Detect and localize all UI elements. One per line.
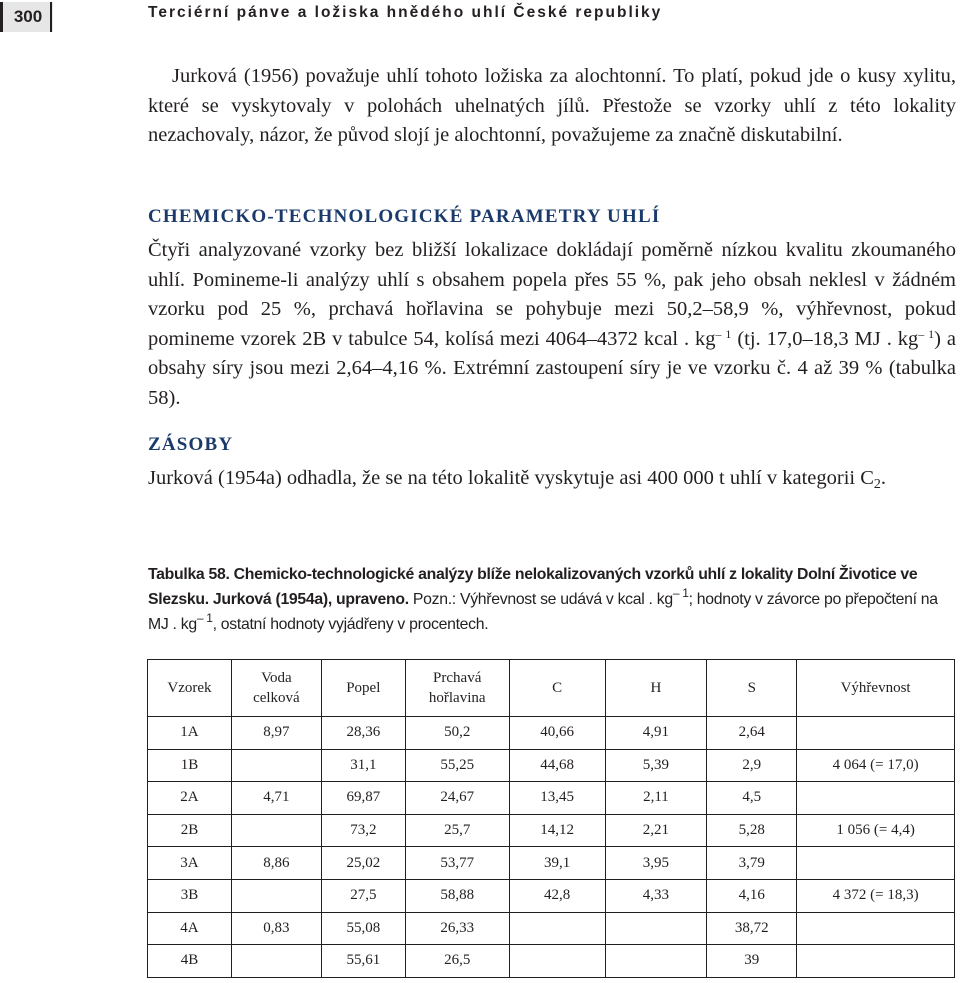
table-cell: 4,91 xyxy=(605,717,707,750)
table-cell: 4A xyxy=(148,912,232,945)
running-title: Terciérní pánve a ložiska hnědého uhlí České republiky xyxy=(148,4,663,21)
table-cell xyxy=(231,945,321,978)
table-cell xyxy=(231,749,321,782)
table-row xyxy=(148,717,955,750)
table-cell: 2,21 xyxy=(605,814,707,847)
table-cell: 31,1 xyxy=(321,749,405,782)
table-cell xyxy=(797,847,955,880)
column-header: S xyxy=(707,660,797,717)
table-cell: 5,28 xyxy=(707,814,797,847)
column-header: Vzorek xyxy=(148,660,232,717)
chem-superscript-1: – 1 xyxy=(715,326,732,341)
table-cell: 73,2 xyxy=(321,814,405,847)
caption-note-part-1: Pozn.: Výhřevnost se udává v kcal . kg xyxy=(408,591,673,608)
table-cell: 1B xyxy=(148,749,232,782)
table-cell: 25,02 xyxy=(321,847,405,880)
table-row xyxy=(148,749,955,782)
table-cell xyxy=(797,717,955,750)
table-cell xyxy=(231,814,321,847)
table-cell xyxy=(509,912,605,945)
table-cell: 39,1 xyxy=(509,847,605,880)
table-cell: 4,71 xyxy=(231,782,321,815)
table-cell: 4,33 xyxy=(605,879,707,912)
table-cell xyxy=(797,945,955,978)
reserves-text-part-2: . xyxy=(880,467,887,489)
page-header xyxy=(0,0,960,34)
table-cell: 3B xyxy=(148,879,232,912)
table-cell: 8,86 xyxy=(231,847,321,880)
table-cell: 58,88 xyxy=(405,879,509,912)
table-cell: 25,7 xyxy=(405,814,509,847)
table-row xyxy=(148,814,955,847)
table-cell: 27,5 xyxy=(321,879,405,912)
table-row xyxy=(148,847,955,880)
table-cell: 3A xyxy=(148,847,232,880)
table-cell: 1 056 (= 4,4) xyxy=(797,814,955,847)
reserves-paragraph xyxy=(148,464,956,494)
table-cell: 28,36 xyxy=(321,717,405,750)
table-caption xyxy=(148,562,948,637)
table-cell: 2,64 xyxy=(707,717,797,750)
chem-text-part-1: Čtyři analyzované vzorky bez bližší lokalizace dokládají poměrně nízkou kvalitu zkoumaného uhlí. Pomineme-li analýzy uhlí s obsahem popela přes 55 %, pak jeho obsah neklesl v žádném vzorku pod 25 %, prchavá hořlavina se pohybuje mezi 50,2–58,9 %, výhřevnost, pokud pomineme vzorek 2B v tabulce 54, kolísá mezi 4064–4372 kcal . kg xyxy=(148,239,956,350)
table-cell: 50,2 xyxy=(405,717,509,750)
table-cell: 40,66 xyxy=(509,717,605,750)
table-cell: 14,12 xyxy=(509,814,605,847)
column-header: Výhřevnost xyxy=(797,660,955,717)
caption-note-part-2: ; hodnoty v závorce po přepočtení na MJ . kg xyxy=(148,591,938,633)
column-header: Prchavá hořlavina xyxy=(405,660,509,717)
table-cell: 4,16 xyxy=(707,879,797,912)
table-cell: 8,97 xyxy=(231,717,321,750)
table-cell: 2,11 xyxy=(605,782,707,815)
table-row xyxy=(148,945,955,978)
chemical-parameters-paragraph xyxy=(148,236,956,413)
table-cell: 69,87 xyxy=(321,782,405,815)
chem-text-part-2: (tj. 17,0–18,3 MJ . kg xyxy=(731,327,919,350)
table-cell: 2,9 xyxy=(707,749,797,782)
table-cell: 55,61 xyxy=(321,945,405,978)
table-cell: 5,39 xyxy=(605,749,707,782)
chem-superscript-2: – 1 xyxy=(918,326,935,341)
table-cell: 38,72 xyxy=(707,912,797,945)
reserves-subscript: 2 xyxy=(873,477,881,492)
column-header: Voda celková xyxy=(231,660,321,717)
table-cell xyxy=(509,945,605,978)
table-cell: 13,45 xyxy=(509,782,605,815)
intro-paragraph: Jurková (1956) považuje uhlí tohoto ložiska za alochtonní. To platí, pokud jde o kusy xylitu, které se vyskytovaly v polohách uhelnatých jílů. Přestože se vzorky uhlí z této lokality nezachovaly, názor, že původ slojí je alochtonní, považujeme za značně diskutabilní. xyxy=(148,65,956,146)
table-cell: 44,68 xyxy=(509,749,605,782)
page-number: 300 xyxy=(0,2,53,32)
column-header: C xyxy=(509,660,605,717)
table-cell: 26,5 xyxy=(405,945,509,978)
table-header-row xyxy=(148,660,955,717)
section-heading-reserves: ZÁSOBY xyxy=(148,434,234,455)
table-cell: 55,25 xyxy=(405,749,509,782)
table-cell: 24,67 xyxy=(405,782,509,815)
table-cell: 4,5 xyxy=(707,782,797,815)
table-cell xyxy=(605,912,707,945)
column-header: H xyxy=(605,660,707,717)
table-cell: 53,77 xyxy=(405,847,509,880)
coal-analysis-table xyxy=(147,659,955,978)
table-cell xyxy=(231,879,321,912)
table-cell: 3,95 xyxy=(605,847,707,880)
table-row xyxy=(148,879,955,912)
table-cell: 4 372 (= 18,3) xyxy=(797,879,955,912)
table-cell: 55,08 xyxy=(321,912,405,945)
table-cell: 3,79 xyxy=(707,847,797,880)
table-cell: 2B xyxy=(148,814,232,847)
table-cell: 0,83 xyxy=(231,912,321,945)
column-header: Popel xyxy=(321,660,405,717)
chem-text-part-3: ) a obsahy síry jsou mezi 2,64–4,16 %. Extrémní zastoupení síry je ve vzorku č. 4 až 39 % (tabulka 58). xyxy=(148,327,956,409)
table-cell xyxy=(797,912,955,945)
header-divider xyxy=(50,2,52,32)
reserves-text-part-1: Jurková (1954a) odhadla, že se na této lokalitě vyskytuje asi 400 000 t uhlí v kategorii C xyxy=(148,467,874,489)
caption-title: Tabulka 58. Chemicko-technologické analýzy blíže nelokalizovaných vzorků uhlí z lokality Dolní Životice ve Slezsku. Jurková (1954a), upraveno. xyxy=(148,566,918,608)
table-row xyxy=(148,782,955,815)
table-cell: 42,8 xyxy=(509,879,605,912)
section-heading-chemical-parameters: CHEMICKO-TECHNOLOGICKÉ PARAMETRY UHLÍ xyxy=(148,206,661,227)
table-cell xyxy=(797,782,955,815)
caption-note-part-3: , ostatní hodnoty vyjádřeny v procentech. xyxy=(212,616,489,633)
table-cell: 1A xyxy=(148,717,232,750)
table-cell xyxy=(605,945,707,978)
caption-superscript-2: – 1 xyxy=(196,611,213,625)
table-cell: 39 xyxy=(707,945,797,978)
table-cell: 26,33 xyxy=(405,912,509,945)
caption-superscript-1: – 1 xyxy=(672,586,689,600)
table-cell: 4B xyxy=(148,945,232,978)
table-cell: 4 064 (= 17,0) xyxy=(797,749,955,782)
table-row xyxy=(148,912,955,945)
table-cell: 2A xyxy=(148,782,232,815)
